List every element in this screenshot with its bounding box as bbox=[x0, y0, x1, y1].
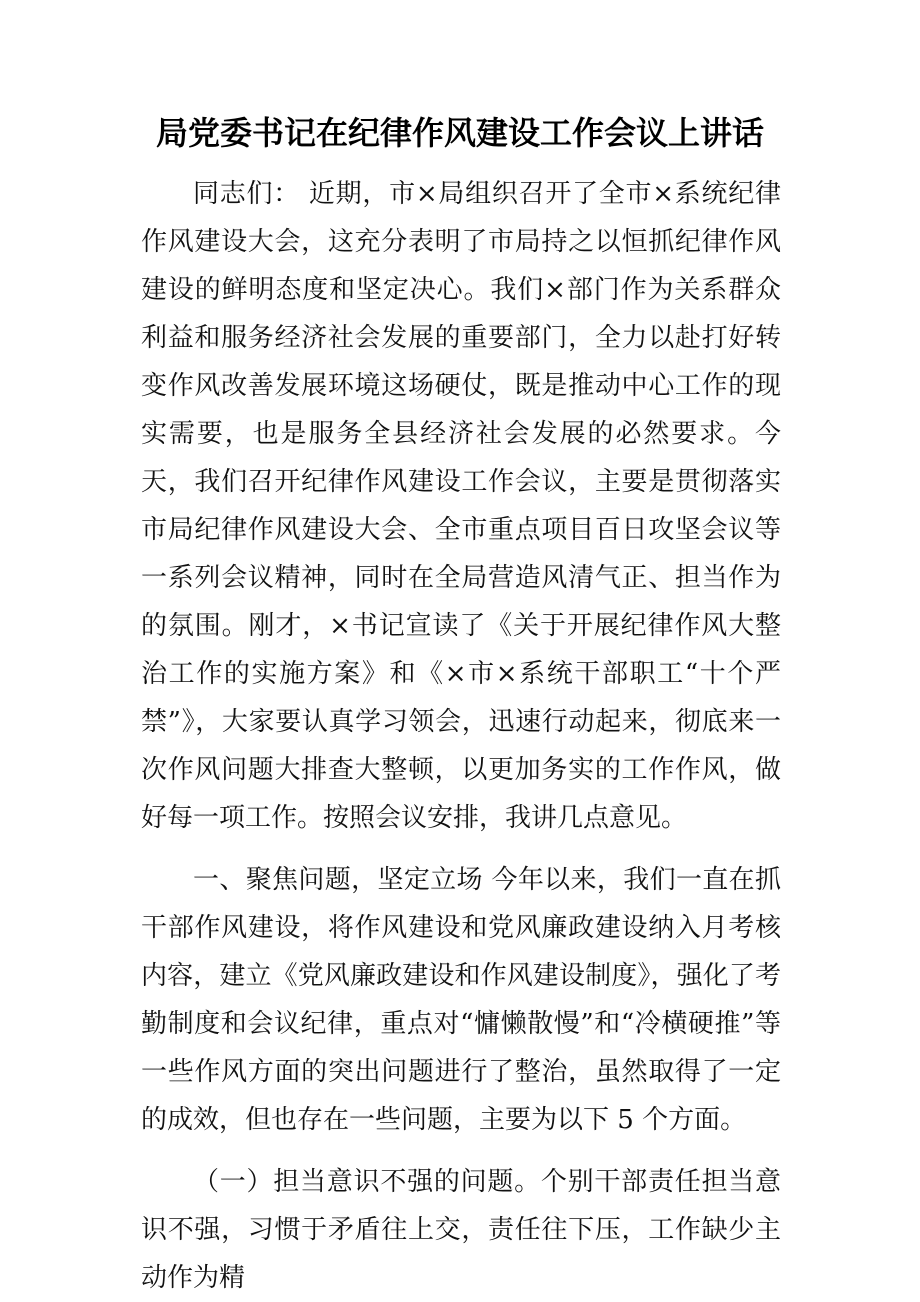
document-body bbox=[141, 170, 781, 1302]
paragraph-opening: 同志们： 近期，市×局组织召开了全市×系统纪律作风建设大会，这充分表明了市局持之以恒抓纪律作风建设的鲜明态度和坚定决心。我们×部门作为关系群众利益和服务经济社会发展的重要部门，全力以赴打好转变作风改善发展环境这场硬仗，既是推动中心工作的现实需要，也是服务全县经济社会发展的必然要求。今天，我们召开纪律作风建设工作会议，主要是贯彻落实市局纪律作风建设大会、全市重点项目百日攻坚会议等一系列会议精神，同时在全局营造风清气正、担当作为的氛围。刚才，×书记宣读了《关于开展纪律作风大整治工作的实施方案》和《×市×系统干部职工“十个严禁”》，大家要认真学习领会，迅速行动起来，彻底来一次作风问题大排查大整顿，以更加务实的工作作风，做好每一项工作。按照会议安排，我讲几点意见。 bbox=[141, 179, 781, 833]
document-title: 局党委书记在纪律作风建设工作会议上讲话 bbox=[155, 114, 764, 152]
paragraph-subsection-one: （一）担当意识不强的问题。个别干部责任担当意识不强，习惯于矛盾往上交，责任往下压，工作缺少主动作为精 bbox=[141, 1167, 781, 1293]
paragraph-section-one: 一、聚焦问题，坚定立场 今年以来，我们一直在抓干部作风建设，将作风建设和党风廉政建设纳入月考核内容，建立《党风廉政建设和作风建设制度》，强化了考勤制度和会议纪律，重点对“慵懒散慢”和“冷横硬推”等一些作风方面的突出问题进行了整治，虽然取得了一定的成效，但也存在一些问题，主要为以下 5 个方面。 bbox=[141, 865, 781, 1135]
